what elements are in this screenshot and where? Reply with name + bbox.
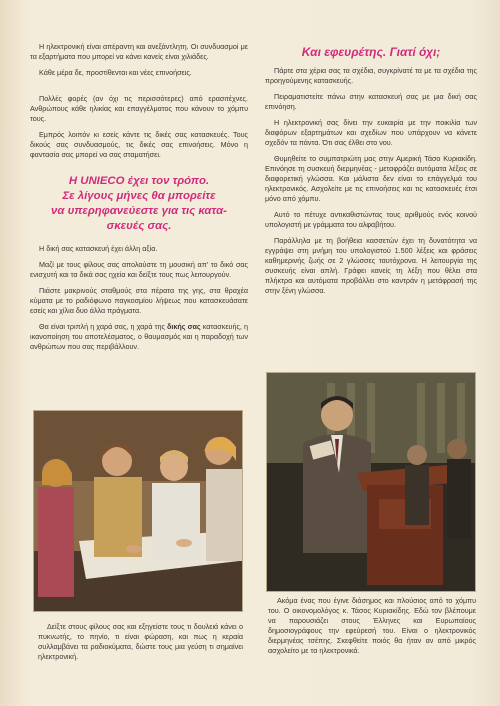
left-paragraph-7: Πιάστε μακρινούς σταθμούς στα πέρατα της γης, στα θραχέα κύματα με το ραδιόφωνο παγκοσμίου λήψεως που κατασκευάσατε εσείς και χίλια δυο άλλα πράγματα.: [30, 286, 248, 315]
left-p8-bold: δικής σας: [167, 322, 201, 331]
left-p8-c: κατασκευής, η ικανοποίηση του αποτελέσματος, ο θαυμασμός και η παραδοχή των ανθρώπων που σας περιβάλλουν.: [30, 322, 249, 351]
left-caption-text: Δείξτε στους φίλους σας και εξηγείστε τους τι δουλειά κάνει ο πυκνωτής, το πηνίο, τι είναι φώραση, και πως η κεραία συλλαμβάνει τα ραδιοκύματα, δώστε τους μια γεύση τι σημαίνει ηλεκτρονική.: [38, 622, 243, 661]
left-paragraph-6: Μαζί με τους φίλους σας απολαύστε τη μουσική απ' το δικό σας ενισχυτή και τα δικά σας ηχεία και δείξτε τους πως λειτουργούν.: [30, 260, 248, 279]
right-paragraph-5: Αυτό το πέτυχε αντικαθιστώντας τους αριθμούς ενός κοινού υπολογιστή με γράμματα του αλφαβήτου.: [265, 210, 477, 229]
right-paragraph-1: Πάρτε στα χέρια σας τα σχέδια, συγκρίνατέ τα με τα σχέδια της προηγούμενης κατασκευής.: [265, 66, 477, 85]
left-paragraph-4: Εμπρός λοιπόν κι εσείς κάντε τις δικές σας κατασκευές. Τους δικούς σας συνδυασμούς, τις δικές σας επινοήσεις. Μόνο η φαντασία σας μπορεί να σας σταματήσει.: [30, 130, 248, 159]
right-photo-caption: [268, 596, 476, 662]
right-paragraph-3: Η ηλεκτρονική σας δίνει την ευκαιρία με την ποικιλία των διαφόρων εξαρτημάτων και σχεδίων που υπάρχουν να κάνετε σχεδόν τα πάντα. Ότι σας έλθει στο νου.: [265, 118, 477, 147]
left-paragraph-2: Κάθε μέρα δε, προστίθενται και νέες επινοήσεις.: [39, 68, 192, 77]
headline-line-2: Σε λίγους μήνες θα μπορείτε: [62, 190, 216, 202]
right-caption-text: Ακόμα ένας που έγινε διάσημος και πλούσιος από το χόμπυ του. Ο οικονομολόγος κ. Τάσος Κυριακίδης. Εδώ τον βλέπουμε να παρουσιάζει στους Έλληνες και Ευρωπαίους δημοσιογράφους την εφεύρεσή του. Είναι ο ηλεκτρονικός διερμηνέας τσέπης. Σκεφθείτε ποιός θα ήταν αν από μικρός ασχολείτο με τα ηλεκτρονικά.: [268, 596, 476, 655]
left-paragraph-5: Η δική σας κατασκευή έχει άλλη αξία.: [39, 244, 158, 253]
right-paragraph-6: Παράλληλα με τη βοήθεια κασσετών έχει τη δυνατότητα να εγγράψει στη μνήμη του υπολογιστού 1.500 λέξεις και φράσεις καθημερινής ζωής σε 2 γλώσσες ταυτόχρονα. Η λειτουργία της συσκευής είναι απλή. Γράφει κανείς τη λέξη που θέλει στα πλήκτρα και αυτόματα προβάλλει στο καντράν η μετάφρασή της στην ξένη γλώσσα.: [265, 236, 477, 295]
inventor-press-photo: [266, 372, 476, 592]
headline-line-1: Η UNIECO έχει τον τρόπο.: [68, 175, 210, 187]
left-p8-a: Θα είναι τριπλή η χαρά σας, η χαρά της: [39, 322, 168, 331]
headline-line-3: να υπερηφανεύεστε για τις κατα-: [51, 205, 227, 217]
friends-workshop-photo: [33, 410, 243, 612]
left-paragraph-1: Η ηλεκτρονική είναι απέραντη και ανεξάντλητη. Οι συνδυασμοί με τα εξαρτήματα που μπορεί να κάνει κανείς είναι χιλιάδες.: [30, 42, 248, 61]
headline-line-4: σκευές σας.: [106, 220, 172, 232]
right-title: Και εφευρέτης. Γιατί όχι;: [301, 45, 441, 59]
left-paragraph-3: Πολλές φορές (αν όχι τις περισσότερες) από ερασιτέχνες. Ανθρώπους κάθε ηλικίας και επαγγέλματος που κάνουν το χόμπυ τους.: [30, 94, 248, 123]
left-paragraph-8: [30, 322, 248, 352]
left-column: [30, 0, 248, 358]
left-headline: [30, 174, 248, 234]
right-column: [265, 0, 477, 302]
right-paragraph-4: Θυμηθείτε το συμπατριώτη μας στην Αμερική Τάσο Κυριακίδη. Επινόησε τη συσκευή διερμηνέας - μεταφράζει αυτόματα λέξεις σε διαφορετική γλώσσα. Και μάλιστα δεν είναι το επάγγελμά του ηλεκτρονικός. Ασχολείτε με τις επινοήσεις και τις κατασκευές έτσι μόνο από χόμπυ.: [265, 154, 477, 203]
left-photo-caption: [38, 622, 243, 668]
right-paragraph-2: Πειραματιστείτε πάνω στην κατασκευή σας με μια δική σας επινόηση.: [265, 92, 477, 111]
